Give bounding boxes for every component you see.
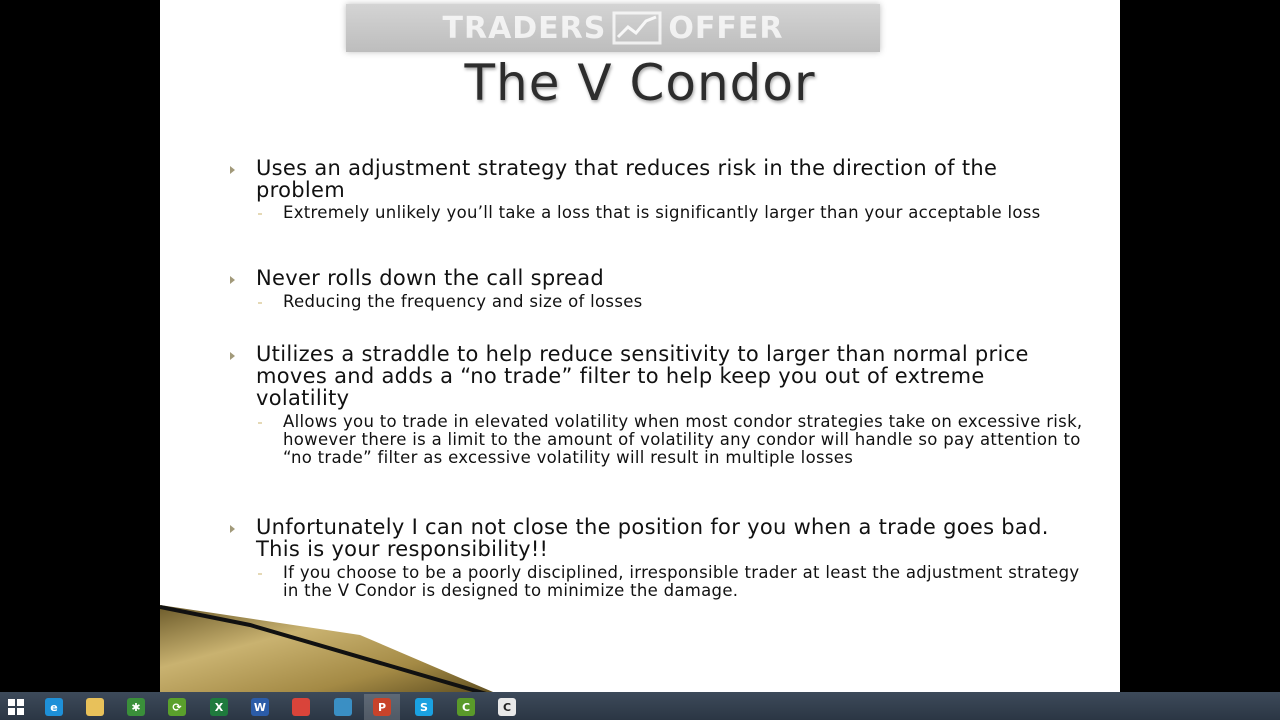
sub-bullet-dot-icon [258,422,262,424]
skype-icon[interactable]: S [415,698,433,716]
app-green-refresh-icon[interactable]: ⟳ [168,698,186,716]
internet-explorer-icon[interactable]: e [45,698,63,716]
sub-bullet-dot-icon [258,573,262,575]
excel-icon[interactable]: X [210,698,228,716]
app-white-c-icon[interactable]: C [498,698,516,716]
bullet-text: Uses an adjustment strategy that reduces risk in the direction of the problem [256,156,998,202]
bullet-arrow-icon [230,276,235,284]
slide-title: The V Condor [464,54,816,112]
chrome-icon[interactable] [292,698,310,716]
watermark-right-text: OFFER [668,10,784,46]
sub-bullet-text: Allows you to trade in elevated volatility when most condor strategies take on excessive risk, however there is a limit to the amount of volatility any condor will handle so pay attention to “no trade” filter as excessive volatility will result in multiple losses [283,412,1083,467]
windows-taskbar [0,692,1280,720]
bullet-text: Never rolls down the call spread [256,266,604,290]
file-explorer-icon[interactable] [86,698,104,716]
sub-bullet-text: Extremely unlikely you’ll take a loss that is significantly larger than your acceptable loss [283,203,1041,222]
app-blue-chart-icon[interactable] [334,698,352,716]
watermark-left-text: TRADERS [442,10,607,46]
windows-start-icon[interactable] [7,698,25,716]
bullet-arrow-icon [230,525,235,533]
powerpoint-icon[interactable]: P [373,698,391,716]
sub-bullet-dot-icon [258,302,262,304]
bullet-arrow-icon [230,352,235,360]
bullet-text: Unfortunately I can not close the position for you when a trade goes bad. This is your responsibility!! [256,515,1049,561]
camtasia-icon[interactable]: C [457,698,475,716]
word-icon[interactable]: W [251,698,269,716]
bullet-text: Utilizes a straddle to help reduce sensitivity to larger than normal price moves and adds a “no trade” filter to help keep you out of extreme volatility [256,342,1029,410]
traders-offer-watermark [346,4,880,52]
sub-bullet-dot-icon [258,213,262,215]
sub-bullet-text: Reducing the frequency and size of losses [283,292,643,311]
slide [160,0,1120,692]
app-green-star-icon[interactable]: ✱ [127,698,145,716]
bullet-arrow-icon [230,166,235,174]
sub-bullet-text: If you choose to be a poorly disciplined, irresponsible trader at least the adjustment strategy in the V Condor is designed to minimize the damage. [283,563,1080,600]
gold-corner-decoration [160,605,1120,692]
watermark-chart-logo [612,11,662,45]
